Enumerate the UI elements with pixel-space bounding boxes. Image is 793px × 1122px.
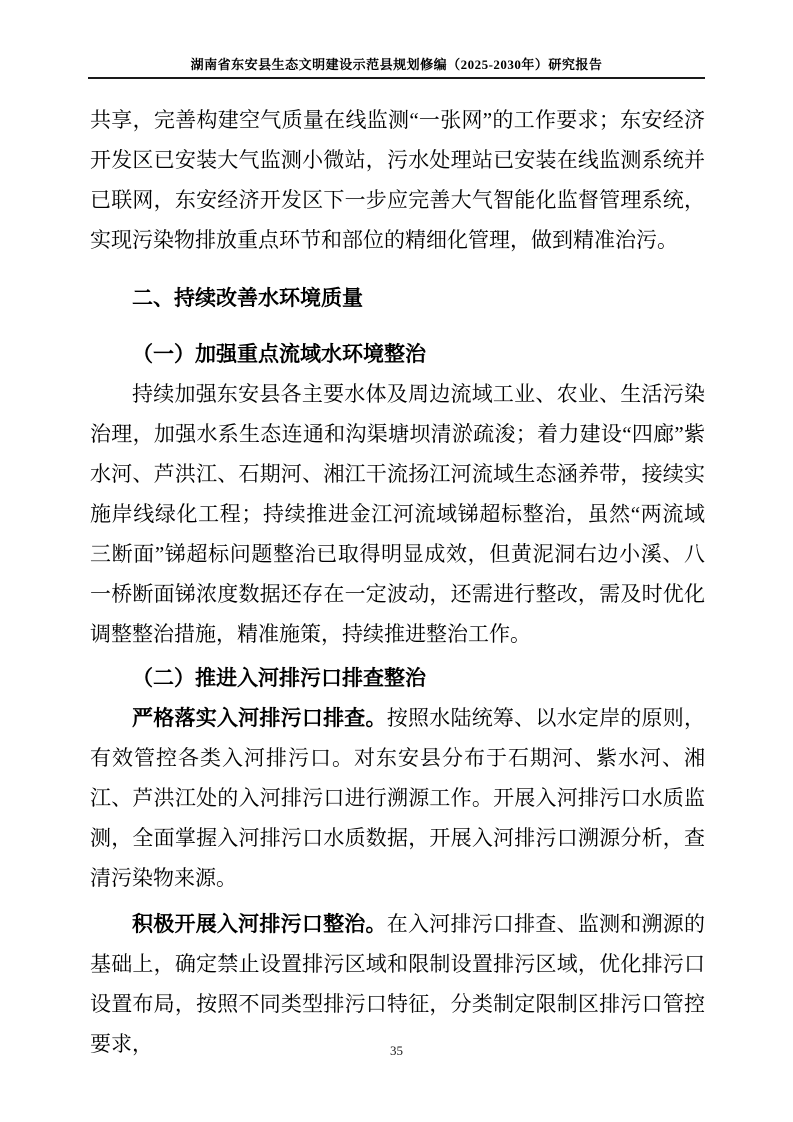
paragraph-text-survey: 按照水陆统筹、以水定岸的原则，有效管控各类入河排污口。对东安县分布于石期河、紫水河、湘江、芦洪江处的入河排污口进行溯源工作。开展入河排污口水质监测，全面掌握入河排污口水质数据，开展入河排污口溯源分析，查清污染物来源。 <box>90 706 706 890</box>
paragraph-outfall-survey <box>90 698 705 898</box>
paragraph-outfall-treatment <box>90 904 705 1064</box>
paragraph-lead-survey: 严格落实入河排污口排查。 <box>132 706 387 730</box>
page-footer <box>0 1042 793 1060</box>
header-title: 湖南省东安县生态文明建设示范县规划修编（2025-2030年）研究报告 <box>190 57 603 72</box>
page-header <box>88 0 705 79</box>
document-body <box>90 100 705 1064</box>
paragraph-text-treatment: 在入河排污口排查、监测和溯源的基础上，确定禁止设置排污区域和限制设置排污区域，优化排污口设置布局，按照不同类型排污口特征，分类制定限制区排污口管控要求， <box>90 912 706 1056</box>
section-heading-water-environment: 二、持续改善水环境质量 <box>132 286 363 310</box>
paragraph-lead-treatment: 积极开展入河排污口整治。 <box>132 912 387 936</box>
subsection-heading-key-basin: （一）加强重点流域水环境整治 <box>132 342 426 366</box>
subsection-heading-outfall: （二）推进入河排污口排查整治 <box>132 666 426 690</box>
paragraph-air-quality-monitoring: 共享，完善构建空气质量在线监测“一张网”的工作要求；东安经济开发区已安装大气监测小微站，污水处理站已安装在线监测系统并已联网，东安经济开发区下一步应完善大气智能化监督管理系统，实现污染物排放重点环节和部位的精细化管理，做到精准治污。 <box>90 108 705 252</box>
page-number: 35 <box>390 1043 403 1058</box>
paragraph-basin-remediation: 持续加强东安县各主要水体及周边流域工业、农业、生活污染治理，加强水系生态连通和沟渠塘坝清淤疏浚；着力建设“四廊”紫水河、芦洪江、石期河、湘江干流扬江河流域生态涵养带，接续实施岸线绿化工程；持续推进金江河流域锑超标整治，虽然“两流域三断面”锑超标问题整治已取得明显成效，但黄泥洞右边小溪、八一桥断面锑浓度数据还存在一定波动，还需进行整改，需及时优化调整整治措施，精准施策，持续推进整治工作。 <box>90 382 705 646</box>
